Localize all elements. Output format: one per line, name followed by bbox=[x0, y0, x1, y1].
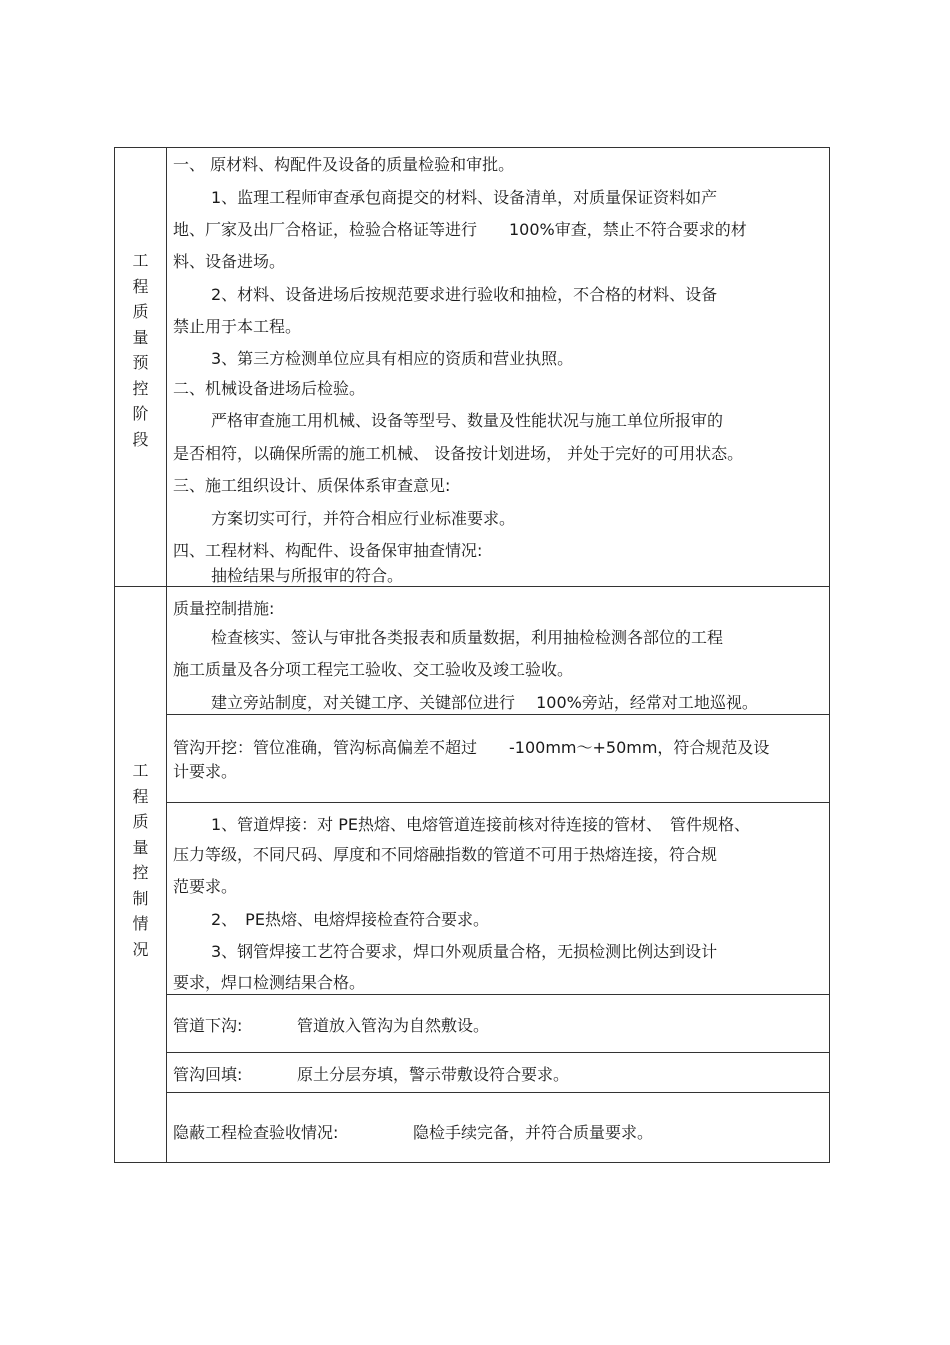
column-divider bbox=[166, 148, 167, 1162]
label-char: 段 bbox=[132, 429, 149, 449]
content-line: 要求，焊口检测结果合格。 bbox=[173, 973, 366, 992]
content-line: 计要求。 bbox=[173, 762, 238, 781]
row-divider bbox=[166, 802, 829, 803]
label-char: 质 bbox=[132, 812, 149, 831]
content-line: 1、管道焊接：对 PE热熔、电熔管道连接前核对待连接的管材、 管件规格、 bbox=[211, 815, 751, 834]
content-line: 地、厂家及出厂合格证，检验合格证等进行 100%审查，禁止不符合要求的材 bbox=[173, 220, 747, 239]
field-value: 管道放入管沟为自然敷设。 bbox=[297, 1016, 490, 1035]
label-char: 质 bbox=[132, 302, 149, 321]
content-line: 禁止用于本工程。 bbox=[173, 317, 302, 336]
label-char: 工 bbox=[132, 761, 149, 780]
content-line: 3、钢管焊接工艺符合要求，焊口外观质量合格，无损检测比例达到设计 bbox=[211, 942, 718, 961]
field-value: 原土分层夯填，警示带敷设符合要求。 bbox=[297, 1065, 570, 1084]
section-label-pre-control bbox=[115, 248, 166, 452]
content-line: 建立旁站制度，对关键工序、关键部位进行 100%旁站，经常对工地巡视。 bbox=[211, 693, 758, 712]
label-char: 控 bbox=[132, 378, 149, 398]
content-line: 料、设备进场。 bbox=[173, 252, 286, 271]
content-line: 是否相符，以确保所需的施工机械、 设备按计划进场， 并处于完好的可用状态。 bbox=[173, 444, 744, 463]
label-char: 预 bbox=[132, 353, 149, 372]
content-line: 二、机械设备进场后检验。 bbox=[173, 379, 366, 398]
label-char: 程 bbox=[132, 786, 149, 806]
label-char: 阶 bbox=[132, 404, 149, 423]
row-divider bbox=[166, 994, 829, 995]
label-char: 工 bbox=[132, 251, 149, 270]
row-divider bbox=[166, 714, 829, 715]
label-char: 制 bbox=[132, 888, 149, 908]
field-label: 管沟回填: bbox=[173, 1065, 243, 1084]
quality-control-table bbox=[114, 147, 830, 1163]
label-char: 控 bbox=[132, 863, 149, 882]
section-label-control-status bbox=[115, 758, 166, 962]
content-line: 3、第三方检测单位应具有相应的资质和营业执照。 bbox=[211, 349, 574, 368]
field-label: 隐蔽工程检查验收情况: bbox=[173, 1123, 339, 1142]
content-line: 管沟开挖：管位准确，管沟标高偏差不超过 -100mm～+50mm，符合规范及设 bbox=[173, 738, 770, 757]
label-char: 量 bbox=[132, 837, 149, 857]
label-char: 情 bbox=[132, 914, 149, 933]
content-line: 施工质量及各分项工程完工验收、交工验收及竣工验收。 bbox=[173, 660, 574, 679]
label-char: 量 bbox=[132, 327, 149, 347]
content-line: 2、材料、设备进场后按规范要求进行验收和抽检，不合格的材料、设备 bbox=[211, 285, 718, 304]
row-divider bbox=[166, 1052, 829, 1053]
content-line: 2、 PE热熔、电熔焊接检查符合要求。 bbox=[211, 910, 489, 929]
content-line: 方案切实可行，并符合相应行业标准要求。 bbox=[211, 509, 516, 528]
section-divider bbox=[115, 586, 829, 587]
content-line: 检查核实、签认与审批各类报表和质量数据，利用抽检检测各部位的工程 bbox=[211, 628, 724, 647]
content-line: 严格审查施工用机械、设备等型号、数量及性能状况与施工单位所报审的 bbox=[211, 411, 724, 430]
content-line: 1、监理工程师审查承包商提交的材料、设备清单，对质量保证资料如产 bbox=[211, 188, 718, 207]
field-value: 隐检手续完备，并符合质量要求。 bbox=[413, 1123, 654, 1142]
label-char: 程 bbox=[132, 276, 149, 296]
content-line: 抽检结果与所报审的符合。 bbox=[211, 566, 404, 585]
label-char: 况 bbox=[132, 939, 149, 959]
content-line: 质量控制措施: bbox=[173, 599, 275, 618]
content-line: 一、 原材料、构配件及设备的质量检验和审批。 bbox=[173, 155, 515, 174]
content-line: 四、工程材料、构配件、设备保审抽查情况: bbox=[173, 541, 483, 560]
field-label: 管道下沟: bbox=[173, 1016, 243, 1035]
content-line: 压力等级，不同尺码、厚度和不同熔融指数的管道不可用于热熔连接，符合规 bbox=[173, 845, 718, 864]
content-line: 三、施工组织设计、质保体系审查意见: bbox=[173, 476, 451, 495]
content-line: 范要求。 bbox=[173, 877, 238, 896]
row-divider bbox=[166, 1092, 829, 1093]
